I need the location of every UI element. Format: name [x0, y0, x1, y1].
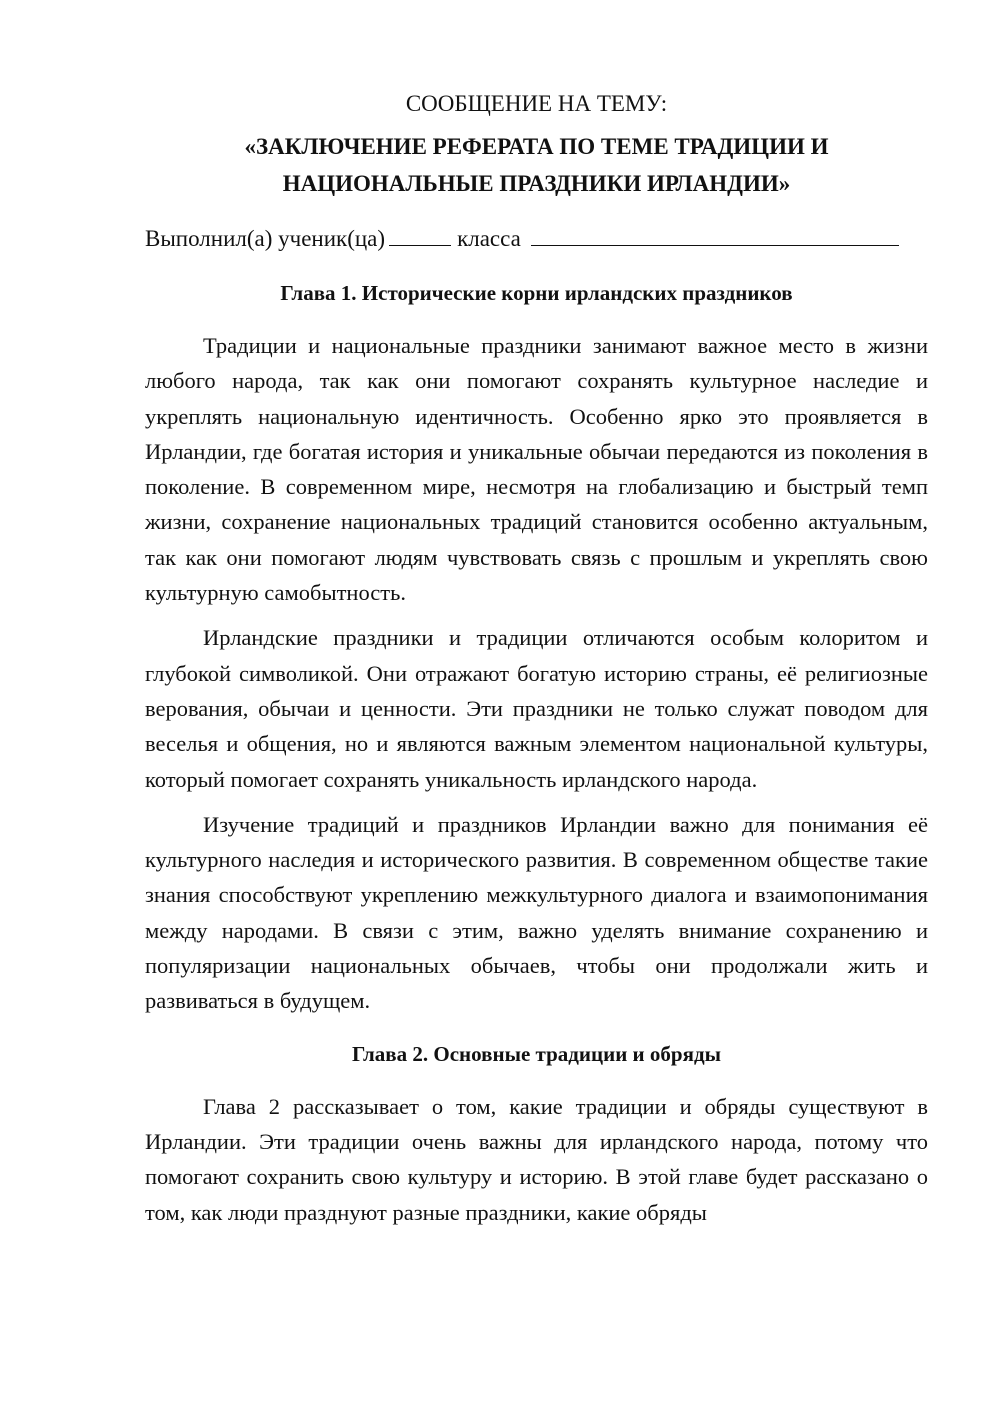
student-name-blank	[531, 224, 899, 246]
document-title	[145, 128, 928, 202]
document-title-line-1: «ЗАКЛЮЧЕНИЕ РЕФЕРАТА ПО ТЕМЕ ТРАДИЦИИ И	[244, 134, 829, 159]
author-class-word: класса	[457, 226, 521, 251]
chapter-1-heading: Глава 1. Исторические корни ирландских праздников	[280, 281, 793, 305]
document-title-line-2: НАЦИОНАЛЬНЫЕ ПРАЗДНИКИ ИРЛАНДИИ»	[282, 171, 791, 196]
document-label: СООБЩЕНИЕ НА ТЕМУ:	[405, 91, 668, 116]
document-body	[145, 90, 928, 1230]
author-prefix: Выполнил(а) ученик(ца)	[145, 226, 386, 251]
chapter-2-heading: Глава 2. Основные традиции и обряды	[352, 1041, 721, 1066]
class-number-blank	[389, 224, 451, 246]
chapter-1-paragraph: Ирландские праздники и традиции отличаются особым колоритом и глубокой символикой. Они отражают богатую историю страны, её религиозные верования, обычаи и ценности. Эти праздники не только служат поводом для веселья и общения, но и являются важным элементом национальной культуры, который помогает сохранять уникальность ирландского народа.	[145, 625, 928, 792]
author-line	[145, 224, 928, 254]
chapter-1-paragraph: Традиции и национальные праздники занимают важное место в жизни любого народа, так как они помогают сохранять культурное наследие и укреплять национальную идентичность. Особенно ярко это проявляется в Ирландии, где богатая история и уникальные обычаи передаются из поколения в поколение. В современном мире, несмотря на глобализацию и быстрый темп жизни, сохранение национальных традиций становится особенно актуальным, так как они помогают людям чувствовать связь с прошлым и укреплять свою культурную самобытность.	[145, 333, 928, 606]
chapter-1-paragraph: Изучение традиций и праздников Ирландии важно для понимания её культурного наследия и исторического развития. В современном обществе такие знания способствуют укреплению межкультурного диалога и взаимопонимания между народами. В связи с этим, важно уделять внимание сохранению и популяризации национальных обычаев, чтобы они продолжали жить и развиваться в будущем.	[145, 811, 928, 1014]
chapter-2-paragraph: Глава 2 рассказывает о том, какие традиции и обряды существуют в Ирландии. Эти традиции очень важны для ирландского народа, потому что помогают сохранить свою культуру и историю. В этой главе будет рассказано о том, как люди празднуют разные праздники, какие обряды	[145, 1093, 928, 1225]
